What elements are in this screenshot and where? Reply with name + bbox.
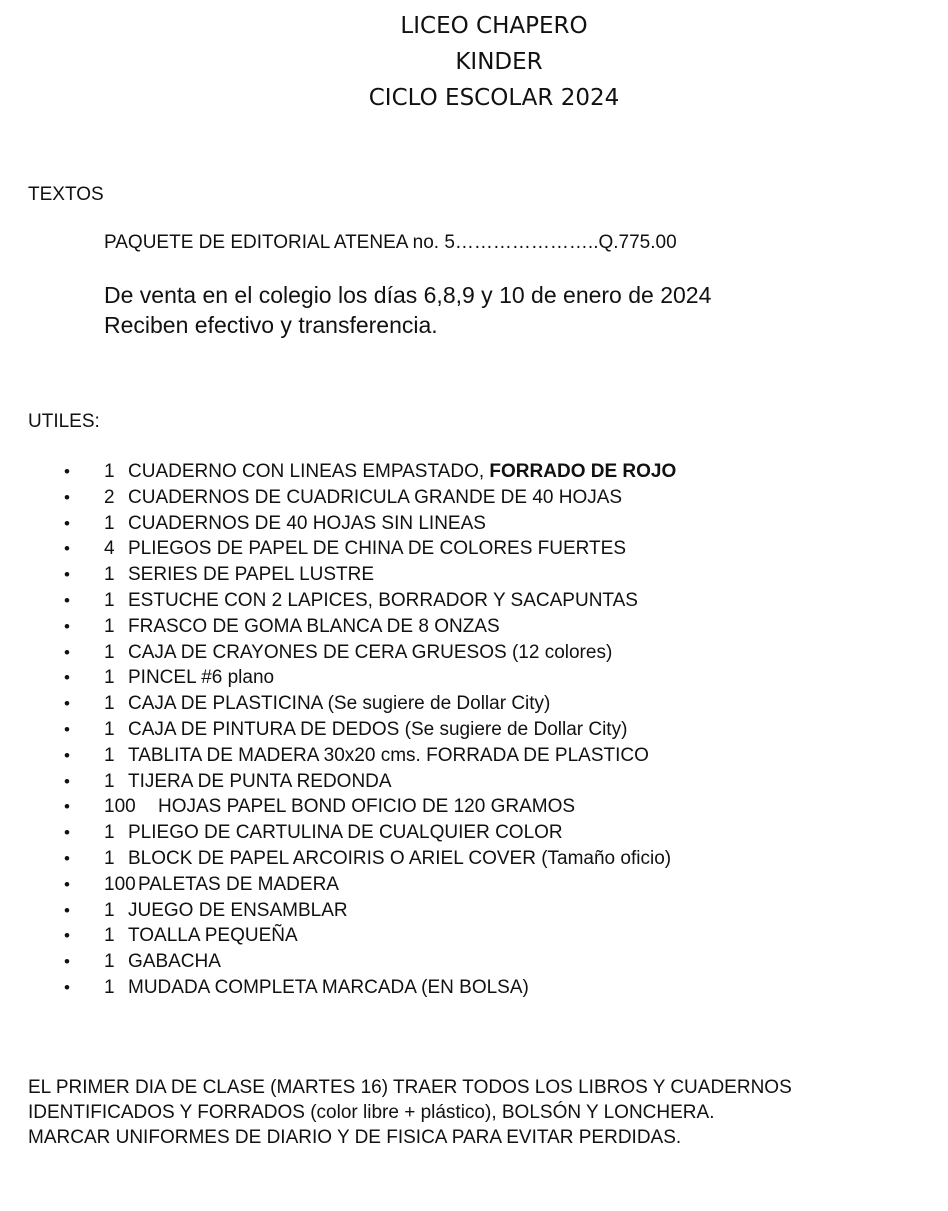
- footer-instructions: [28, 1075, 792, 1150]
- school-name: LICEO CHAPERO: [400, 13, 588, 39]
- item-description-text: TOALLA PEQUEÑA: [128, 925, 298, 947]
- item-quantity: 1: [104, 925, 115, 947]
- bullet-icon: •: [64, 848, 70, 868]
- item-description: [128, 923, 298, 949]
- item-description-text: CAJA DE PLASTICINA (Se sugiere de Dollar City): [128, 693, 551, 715]
- item-description: [128, 485, 622, 511]
- sale-dates: De venta en el colegio los días 6,8,9 y 10 de enero de 2024: [104, 282, 712, 308]
- bullet-icon: •: [64, 874, 70, 894]
- item-description-text: HOJAS PAPEL BOND OFICIO DE 120 GRAMOS: [158, 796, 576, 818]
- item-description-text: PINCEL #6 plano: [128, 667, 275, 689]
- item-quantity: 1: [104, 744, 115, 766]
- bullet-icon: •: [64, 719, 70, 739]
- bullet-icon: •: [64, 539, 70, 559]
- item-quantity: 1: [104, 822, 115, 844]
- item-quantity: 1: [104, 667, 115, 689]
- item-quantity: 1: [104, 847, 115, 869]
- item-quantity: 1: [104, 564, 115, 586]
- item-description: [128, 769, 392, 795]
- bullet-icon: •: [64, 487, 70, 507]
- bullet-icon: •: [64, 771, 70, 791]
- item-description: [158, 794, 575, 820]
- item-description: [128, 691, 550, 717]
- document-header: [0, 8, 948, 116]
- item-description: [128, 459, 676, 485]
- item-quantity: 2: [104, 486, 115, 508]
- item-quantity: 4: [104, 538, 115, 560]
- item-description-text: JUEGO DE ENSAMBLAR: [128, 899, 348, 921]
- item-quantity: 1: [104, 718, 115, 740]
- item-quantity: 1: [104, 976, 115, 998]
- item-description-text: CAJA DE PINTURA DE DEDOS (Se sugiere de Dollar City): [128, 718, 628, 740]
- sale-info: [104, 280, 711, 340]
- bullet-icon: •: [64, 590, 70, 610]
- item-quantity: 1: [104, 899, 115, 921]
- footer-line: MARCAR UNIFORMES DE DIARIO Y DE FISICA PARA EVITAR PERDIDAS.: [28, 1127, 682, 1148]
- bullet-icon: •: [64, 823, 70, 843]
- item-description-text: GABACHA: [128, 951, 221, 973]
- item-description-text: MUDADA COMPLETA MARCADA (EN BOLSA): [128, 976, 529, 998]
- bullet-icon: •: [64, 694, 70, 714]
- item-quantity: 1: [104, 589, 115, 611]
- item-description: [128, 536, 626, 562]
- item-description-text: PLIEGO DE CARTULINA DE CUALQUIER COLOR: [128, 822, 563, 844]
- textos-heading: TEXTOS: [28, 184, 104, 205]
- item-description: [128, 614, 500, 640]
- bullet-icon: •: [64, 977, 70, 997]
- item-description-text: TIJERA DE PUNTA REDONDA: [128, 770, 392, 792]
- grade-level: KINDER: [455, 49, 543, 75]
- item-description: [128, 588, 638, 614]
- item-quantity: 100: [104, 796, 136, 818]
- textbook-package-line: PAQUETE DE EDITORIAL ATENEA no. 5…………………..Q.775.00: [104, 232, 677, 253]
- bullet-icon: •: [64, 668, 70, 688]
- item-description: [128, 820, 563, 846]
- item-description-text: CUADERNO CON LINEAS EMPASTADO,: [128, 461, 490, 482]
- bullet-icon: •: [64, 616, 70, 636]
- item-emphasis: FORRADO DE ROJO: [489, 461, 677, 482]
- item-quantity: 100: [104, 873, 136, 895]
- school-year: CICLO ESCOLAR 2024: [368, 85, 620, 111]
- item-description-text: CUADERNOS DE CUADRICULA GRANDE DE 40 HOJAS: [128, 486, 623, 508]
- item-quantity: 1: [104, 461, 115, 482]
- bullet-icon: •: [64, 462, 70, 481]
- item-description: [138, 872, 339, 898]
- item-description-text: CUADERNOS DE 40 HOJAS SIN LINEAS: [128, 512, 486, 534]
- item-quantity: 1: [104, 951, 115, 973]
- item-quantity: 1: [104, 615, 115, 637]
- item-description: [128, 846, 671, 872]
- bullet-icon: •: [64, 513, 70, 533]
- bullet-icon: •: [64, 900, 70, 920]
- item-description-text: CAJA DE CRAYONES DE CERA GRUESOS (12 colores): [128, 641, 613, 663]
- item-description-text: SERIES DE PAPEL LUSTRE: [128, 564, 375, 586]
- item-description-text: ESTUCHE CON 2 LAPICES, BORRADOR Y SACAPUNTAS: [128, 589, 638, 611]
- bullet-icon: •: [64, 745, 70, 765]
- item-description: [128, 717, 627, 743]
- bullet-icon: •: [64, 565, 70, 585]
- item-description: [128, 562, 374, 588]
- item-description: [128, 511, 486, 537]
- item-description: [128, 665, 274, 691]
- bullet-icon: •: [64, 952, 70, 972]
- bullet-icon: •: [64, 797, 70, 817]
- item-description: [128, 743, 649, 769]
- item-description-text: BLOCK DE PAPEL ARCOIRIS O ARIEL COVER (Tamaño oficio): [128, 847, 672, 869]
- item-description-text: PLIEGOS DE PAPEL DE CHINA DE COLORES FUERTES: [128, 538, 627, 560]
- item-quantity: 1: [104, 512, 115, 534]
- item-description: [128, 898, 348, 924]
- item-description-text: TABLITA DE MADERA 30x20 cms. FORRADA DE PLASTICO: [128, 744, 649, 766]
- utiles-heading: UTILES:: [28, 411, 100, 432]
- item-description-text: FRASCO DE GOMA BLANCA DE 8 ONZAS: [128, 615, 500, 637]
- item-description-text: PALETAS DE MADERA: [138, 873, 339, 895]
- item-quantity: 1: [104, 693, 115, 715]
- item-description: [128, 640, 612, 666]
- footer-line: IDENTIFICADOS Y FORRADOS (color libre + plástico), BOLSÓN Y LONCHERA.: [28, 1102, 715, 1123]
- item-quantity: 1: [104, 641, 115, 663]
- footer-line: EL PRIMER DIA DE CLASE (MARTES 16) TRAER TODOS LOS LIBROS Y CUADERNOS: [28, 1077, 792, 1098]
- item-description: [128, 949, 221, 975]
- bullet-icon: •: [64, 642, 70, 662]
- item-quantity: 1: [104, 770, 115, 792]
- bullet-icon: •: [64, 926, 70, 946]
- payment-methods: Reciben efectivo y transferencia.: [104, 312, 438, 338]
- item-description: [128, 975, 529, 1001]
